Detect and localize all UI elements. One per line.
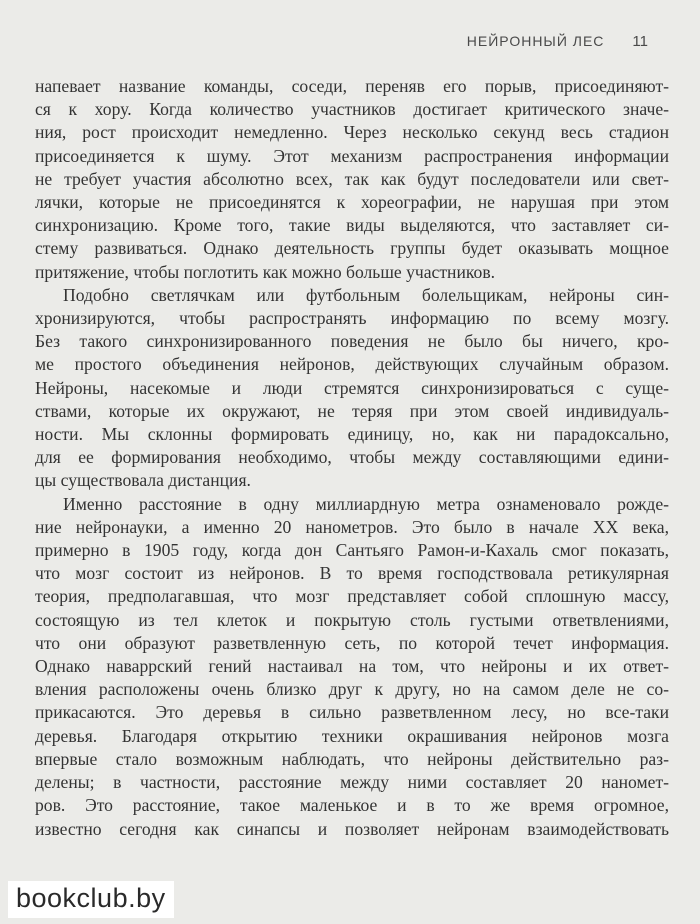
running-header [467,33,648,50]
text-line: деревья. Благодаря открытию техники окрашивания нейронов мозга [35,725,669,746]
text-line: что мозг состоит из нейронов. В то время господствовала ретикулярная [35,563,669,584]
text-line: известно сегодня как синапсы и позволяет нейронам взаимодействовать [35,818,669,839]
text-line: ме простого объединения нейронов, действующих случайным образом. [35,354,669,375]
text-line: впервые стало возможным наблюдать, что нейроны действительно раз- [35,748,669,769]
text-line: теория, предполагавшая, что мозг представляет собой сплошную массу, [35,586,669,607]
text-line: ся к хору. Когда количество участников достигает критического значе- [35,99,669,120]
text-line: лячки, которые не присоединятся к хореографии, не нарушая при этом [35,192,669,213]
running-title: НЕЙРОННЫЙ ЛЕС [466,33,605,49]
text-line: Без такого синхронизированного поведения не было бы ничего, кро- [35,331,669,352]
text-line: ров. Это расстояние, такое маленькое и в то же время огромное, [35,795,669,816]
text-line: Подобно светлячкам или футбольным болельщикам, нейроны син- [63,284,669,305]
text-line: ствами, которые их окружают, не теряя при этом своей индивидуаль- [35,400,669,421]
paragraph-1 [35,75,669,284]
watermark-logo: bookclub.by [8,881,174,918]
text-line: ние нейронауки, а именно 20 нанометров. Это было в начале XX века, [35,516,669,537]
text-line: напевает название команды, соседи, переняв его порыв, присоединяют- [35,76,669,96]
text-line: делены; в частности, расстояние между ними составляет 20 наномет- [35,772,669,793]
text-line: для ее формирования необходимо, чтобы между составляющими едини- [35,447,669,468]
text-line: Однако наваррский гений настаивал на том, что нейроны и их ответ- [35,656,669,677]
text-line: притяжение, чтобы поглотить как можно больше участников. [35,261,496,282]
text-line: ния, рост происходит немедленно. Через несколько секунд весь стадион [35,122,669,143]
text-line: стему развиваться. Однако деятельность группы будет оказывать мощное [35,238,669,259]
body-text [35,75,669,841]
text-line: хронизируются, чтобы распространять информацию по всему мозгу. [35,308,669,329]
text-line: Нейроны, насекомые и люди стремятся синхронизироваться с суще- [35,377,669,398]
text-line: вления расположены очень близко друг к другу, но на самом деле не со- [35,679,669,700]
text-line: ности. Мы склонны формировать единицу, но, как ни парадоксально, [35,424,669,445]
text-line: присоединяется к шуму. Этот механизм распространения информации [35,145,669,166]
text-line: что они образуют разветвленную сеть, по которой течет информация. [35,632,669,653]
page-number: 11 [632,33,648,50]
paragraph-3 [35,493,669,841]
text-line: Именно расстояние в одну миллиардную метра ознаменовало рожде- [63,493,669,514]
paragraph-2 [35,284,669,493]
text-line: цы существовала дистанция. [35,470,251,491]
text-line: прикасаются. Это деревья в сильно разветвленном лесу, но все-таки [35,702,669,723]
text-line: примерно в 1905 году, когда дон Сантьяго Рамон-и-Кахаль смог показать, [35,540,669,561]
text-line: синхронизацию. Кроме того, такие виды выделяются, что заставляет си- [35,215,669,236]
text-line: состоящую из тел клеток и покрытую столь густыми ответвлениями, [35,609,669,630]
text-line: не требует участия абсолютно всех, так как будут последователи или свет- [35,168,669,189]
